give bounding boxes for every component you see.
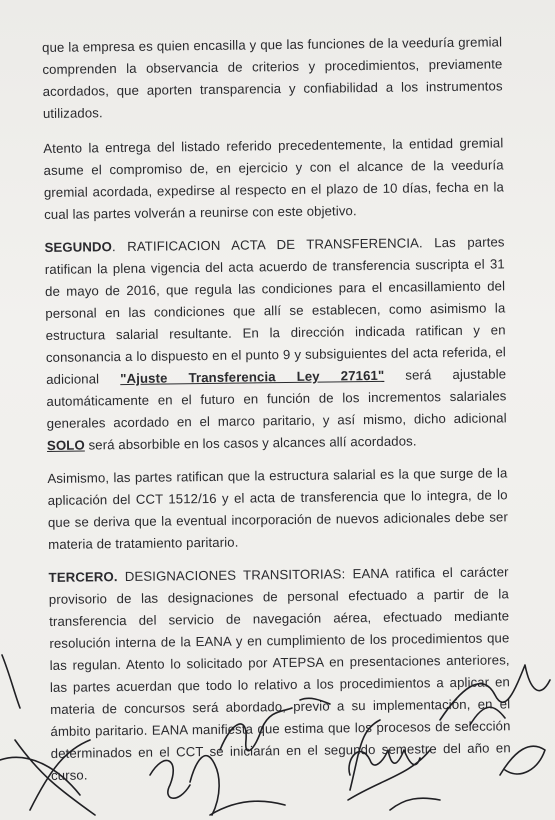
paragraph-entrega-listado-text: Atento la entrega del listado referido precedentemente, la entidad gremial asume el compromiso de, en ejercicio y con el alcance de la veeduría gremial acordada, expedirse al respecto en el plazo de 10 días, fecha en la cual las partes volverán a reunirse con este objetivo. — [43, 135, 504, 222]
solo-emphasis: SOLO — [46, 437, 85, 453]
paragraph-asimismo — [47, 462, 508, 556]
signature-bottom-strokes — [210, 798, 440, 815]
section-segundo-heading: SEGUNDO — [44, 239, 113, 255]
document-body — [42, 31, 511, 800]
section-tercero-text: DESIGNACIONES TRANSITORIAS: EANA ratifica el carácter provisorio de las designaciones de personal efectuado a partir de la transferencia del servicio de navegación aérea, efectuado mediante resolución interna de la EANA y en cumplimiento de los procedimientos que las regulan. Atento lo solicitado por ATEPSA en presentaciones anteriores, las partes acuerdan que todo lo relativo a los procedimientos a aplicar en materia de concursos será abordado, previo a su implementación, en el ámbito paritario. EANA manifiesta que estima que los procesos de selección determinados en el CCT se iniciarán en el segundo semestre del año en curso. — [48, 564, 511, 783]
section-segundo-text: . RATIFICACION ACTA DE TRANSFERENCIA. Las partes ratifican la plena vigencia del acta acuerdo de transferencia suscripta el 31 de mayo de 2016, que regula las condiciones para el encasillamiento del personal en las condiciones que allí se establecen, como asimismo la estructura salarial resultante. En la dirección indicada ratifican y en consonancia a lo dispuesto en el punto 9 y subsiguientes del acta referida, el adicional — [44, 234, 506, 387]
section-tercero-heading: TERCERO. — [48, 569, 118, 585]
section-segundo-text-2: será ajustable automáticamente en el futuro en función de los incrementos salariales generales acordado en el marco paritario, y así mismo, dicho adicional — [46, 366, 507, 431]
paragraph-veeduria — [42, 31, 503, 125]
section-segundo — [44, 231, 507, 457]
paragraph-entrega-listado — [43, 132, 504, 226]
section-segundo-text-3: será absorbible en los casos y alcances allí acordados. — [84, 433, 417, 453]
paragraph-asimismo-text: Asimismo, las partes ratifican que la estructura salarial es la que surge de la aplicación del CCT 1512/16 y el acta de transferencia que lo integra, de lo que se deriva que la eventual incorporación de nuevos adicionales debe ser materia de tratamiento paritario. — [47, 465, 508, 552]
paragraph-veeduria-text: que la empresa es quien encasilla y que las funciones de la veeduría gremial comprenden la observancia de criterios y procedimientos, previamente acordados, que aporten transparencia y confiabilidad a los instrumentos utilizados. — [42, 34, 503, 121]
section-tercero — [48, 561, 511, 787]
adicional-name: "Ajuste Transferencia Ley 27161" — [120, 367, 385, 387]
